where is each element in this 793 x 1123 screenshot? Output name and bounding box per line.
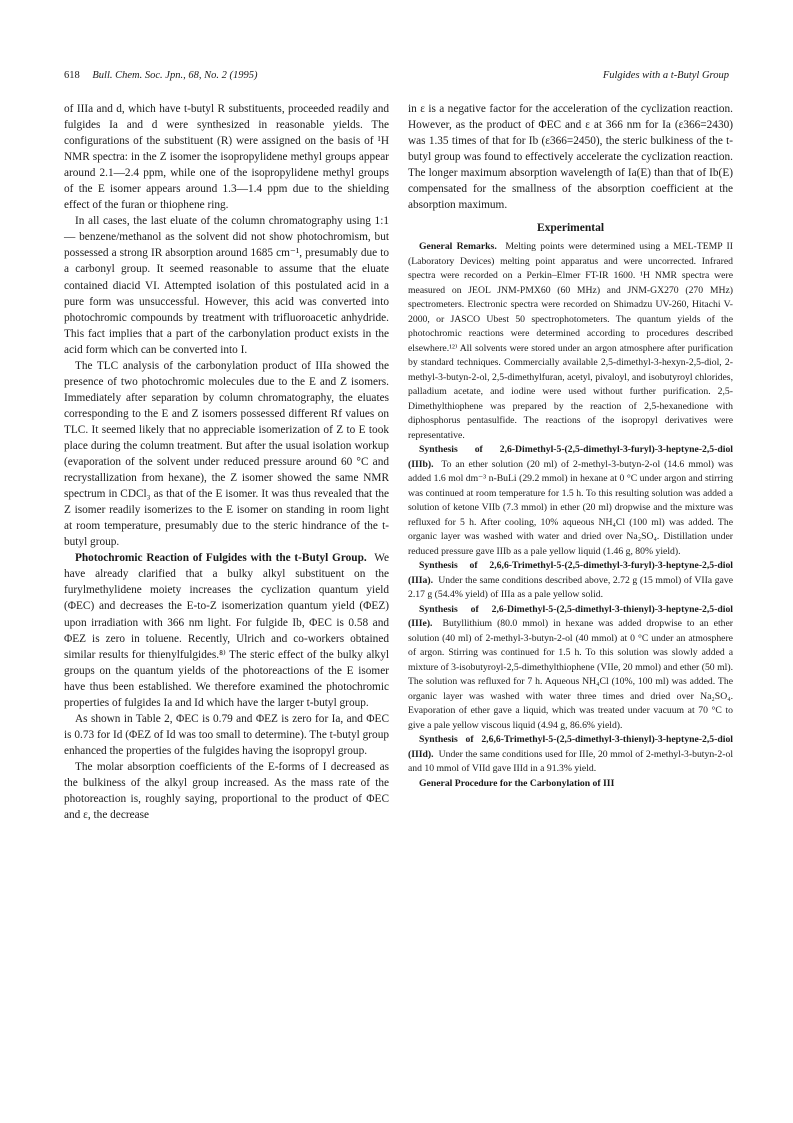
paragraph-body: Under the same conditions described above, 2.72 g (15 mmol) of VIIa gave 2.17 g (54.4% yield) of IIIa as a pale yellow solid. (408, 574, 733, 601)
paragraph-body: To an ether solution (20 ml) of 2-methyl-3-butyn-2-ol (14.6 mmol) was added 1.6 mol dm⁻³ n-BuLi (29.2 mmol) in hexane at 0 °C under argon and stirring was continued at room temperature for 1.5 h. To this resulting solution was added a solution of ketone VIIb (7.3 mmol) in ether (20 ml) dropwise and the mixture was refluxed for 5 h. After cooling, 10% aqueous NH₄Cl (100 ml) was added. The organic layer was washed with water and dried over Na₂SO₄. Distillation under reduced pressure gave IIIb as a pale yellow liquid (1.46 g, 80% yield). (408, 458, 733, 557)
experimental-text (408, 240, 733, 791)
paragraph-body: Under the same conditions used for IIIe, 20 mmol of 2-methyl-3-butyn-2-ol and 10 mmol of VIId gave IIId in a 91.3% yield. (408, 748, 734, 775)
run-in-heading: Synthesis of 2,6-Dimethyl-5-(2,5-dimethyl-3-thienyl)-3-heptyne-2,5-diol (IIIe). (408, 603, 733, 630)
paragraph-body: Butyllithium (80.0 mmol) in hexane was added dropwise to an ether solution (40 ml) of 2-methyl-3-butyn-2-ol (40 mmol) at 0 °C under an atmosphere of argon. Stirring was continued for 1.5 h. To this solution was slowly added a mixture of 3-isobutyroyl-2,5-dimethylthiophene (VIIe, 20 mmol) and ether (50 ml). The solution was refluxed for 7 h. Aqueous NH₄Cl (10%, 100 ml) was added. The organic layer was washed with water three times and dried over Na₂SO₄. Evaporation of ether gave a liquid, which was treated under vacuum at 70 °C to give a pale yellow viscous liquid (4.94 g, 86.6% yield). (408, 618, 734, 731)
paragraph: In all cases, the last eluate of the column chromatography using 1:1 — benzene/methanol as the solvent did not show photochromism, but possessed a strong IR absorption around 1685 cm⁻¹, presumably due to a carbonyl group. It seemed reasonable to assume that the eluate contained diacid VI. Attempted isolation of this postulated acid in a pure form was unsuccessful. However, this acid was converted into photochromic compounds by treatment with trifluoroacetic anhydride. This fact implies that a part of the carbonylation product exists in the acid form which can be converted into I. (64, 215, 389, 356)
run-in-heading: Synthesis of 2,6,6-Trimethyl-5-(2,5-dimethyl-3-furyl)-3-heptyne-2,5-diol (IIIa). (408, 560, 733, 586)
paragraph (64, 550, 389, 710)
paragraph: in ε is a negative factor for the acceleration of the cyclization reaction. However, as the product of ΦEC and ε at 366 nm for Ia (ε366=2430) was 1.35 times of that for Ib (ε366=2450), the steric bulkiness of the t-butyl group was found to effectively accelerate the cyclization reaction. The longer maximum absorption wavelength of Ia(E) than that of Ib(E) compensated for the smallness of the absorption coefficient at the absorption maximum. (408, 103, 733, 212)
paragraph-body: Melting points were determined using a MEL-TEMP II (Laboratory Devices) melting point apparatus and were uncorrected. Infrared spectra were recorded on a Perkin–Elmer FT-IR 1600. ¹H NMR spectra were measured on JEOL JNM-PMX60 (60 MHz) and JNM-GX270 (270 MHz) spectrometers. Electronic spectra were recorded on Shimadzu UV-260, Hitachi V-2000, or JASCO Ubest 50 spectrophotometers. The quantum yields of the photochromic reactions were determined according to procedures described elsewhere.¹²⁾ All solvents were stored under an argon atmosphere after purification by standard techniques. Commercially available 2,5-dimethyl-3-hexyn-2,5-diol, 2-methyl-3-butyn-2-ol, 2,5-dimethylfuran, acetyl, pivaloyl, and isobutyroyl chlorides, palladium acetate, and iodine were used without further purification. 2,5-Dimethylthiophene was prepared by the reaction of 2,5-hexanedione with diphosphorus pentasulfide. The reactions of the isopropyl derivatives were representative. (408, 241, 734, 441)
run-in-heading: General Procedure for the Carbonylation of III (419, 777, 615, 789)
paragraph (408, 777, 733, 792)
paragraph: of IIIa and d, which have t-butyl R substituents, proceeded readily and fulgides Ia and d were synthesized in reasonable yields. The configurations of the substituent (R) were assigned on the basis of ¹H NMR spectra: in the Z isomer the isopropylidene methyl groups appear around 2.1—2.4 ppm, while one of the isopropylidene methyl groups of the E isomer appears around 1.3—1.4 ppm due to the shielding effect of the furan or thiophene ring. (64, 103, 389, 212)
run-in-heading: General Remarks. (419, 241, 497, 253)
journal-citation: Bull. Chem. Soc. Jpn., 68, No. 2 (1995) (92, 70, 258, 81)
right-column (408, 101, 733, 791)
run-in-heading: Photochromic Reaction of Fulgides with the t-Butyl Group. (75, 552, 367, 565)
paragraph: The molar absorption coefficients of the E-forms of I decreased as the bulkiness of the alkyl group increased. As the mass rate of the photoreaction is, roughly saying, proportional to the product of ΦEC and ε, the decrease (64, 760, 389, 822)
paragraph (408, 240, 733, 443)
running-title: Fulgides with a t-Butyl Group (602, 70, 729, 81)
paragraph: The TLC analysis of the carbonylation product of IIIa showed the presence of two photochromic molecules due to the E and Z isomers. Immediately after separation by column chromatography, the eluates corresponding to the E and Z isomers possessed different Rf values on TLC. It seemed likely that no appreciable isomerization of Z to E took place during the column treatment. But after the usual isolation workup (evaporation of the solvent under reduced pressure around 60 °C and recrystallization from hexane), the Z isomer showed the same NMR spectrum in CDCl₃ as that of the E isomer. It was thus revealed that the Z isomer readily isomerizes to the E isomer on standing in room light at room temperature, presumably due to the steric hindrance of the t-butyl group. (64, 359, 389, 549)
page-header (64, 70, 729, 86)
page-number: 618 (64, 70, 80, 81)
left-column (64, 101, 389, 823)
paragraph (408, 559, 733, 603)
paragraph (408, 733, 733, 777)
run-in-heading: Synthesis of 2,6-Dimethyl-5-(2,5-dimethyl-3-furyl)-3-heptyne-2,5-diol (IIIb). (408, 444, 733, 470)
paragraph (408, 603, 733, 734)
paragraph-body: We have already clarified that a bulky alkyl substituent on the furylmethylidene moiety increases the cyclization quantum yield (ΦEC) and decreases the E-to-Z isomerization quantum yield (ΦEZ) upon irradiation with 366 nm light. For fulgide Ib, ΦEC is 0.58 and ΦEZ is zero in toluene. Recently, Ulrich and co-workers obtained similar results for thienylfulgides.⁸⁾ The steric effect of the bulky alkyl groups on the quantum yields of the photoreactions of the E isomer have thus been established. We therefore examined the photochromic properties of fulgides Ia and Id which have the larger t-butyl group. (64, 552, 389, 709)
paragraph: As shown in Table 2, ΦEC is 0.79 and ΦEZ is zero for Ia, and ΦEC is 0.73 for Id (ΦEZ of Id was too small to determine). The t-butyl group enhanced the properties of the fulgides having the isopropyl group. (64, 712, 389, 757)
run-in-heading: Synthesis of 2,6,6-Trimethyl-5-(2,5-dimethyl-3-thienyl)-3-heptyne-2,5-diol (IIId). (408, 734, 733, 760)
paragraph (408, 443, 733, 559)
section-heading: Experimental (536, 222, 605, 235)
